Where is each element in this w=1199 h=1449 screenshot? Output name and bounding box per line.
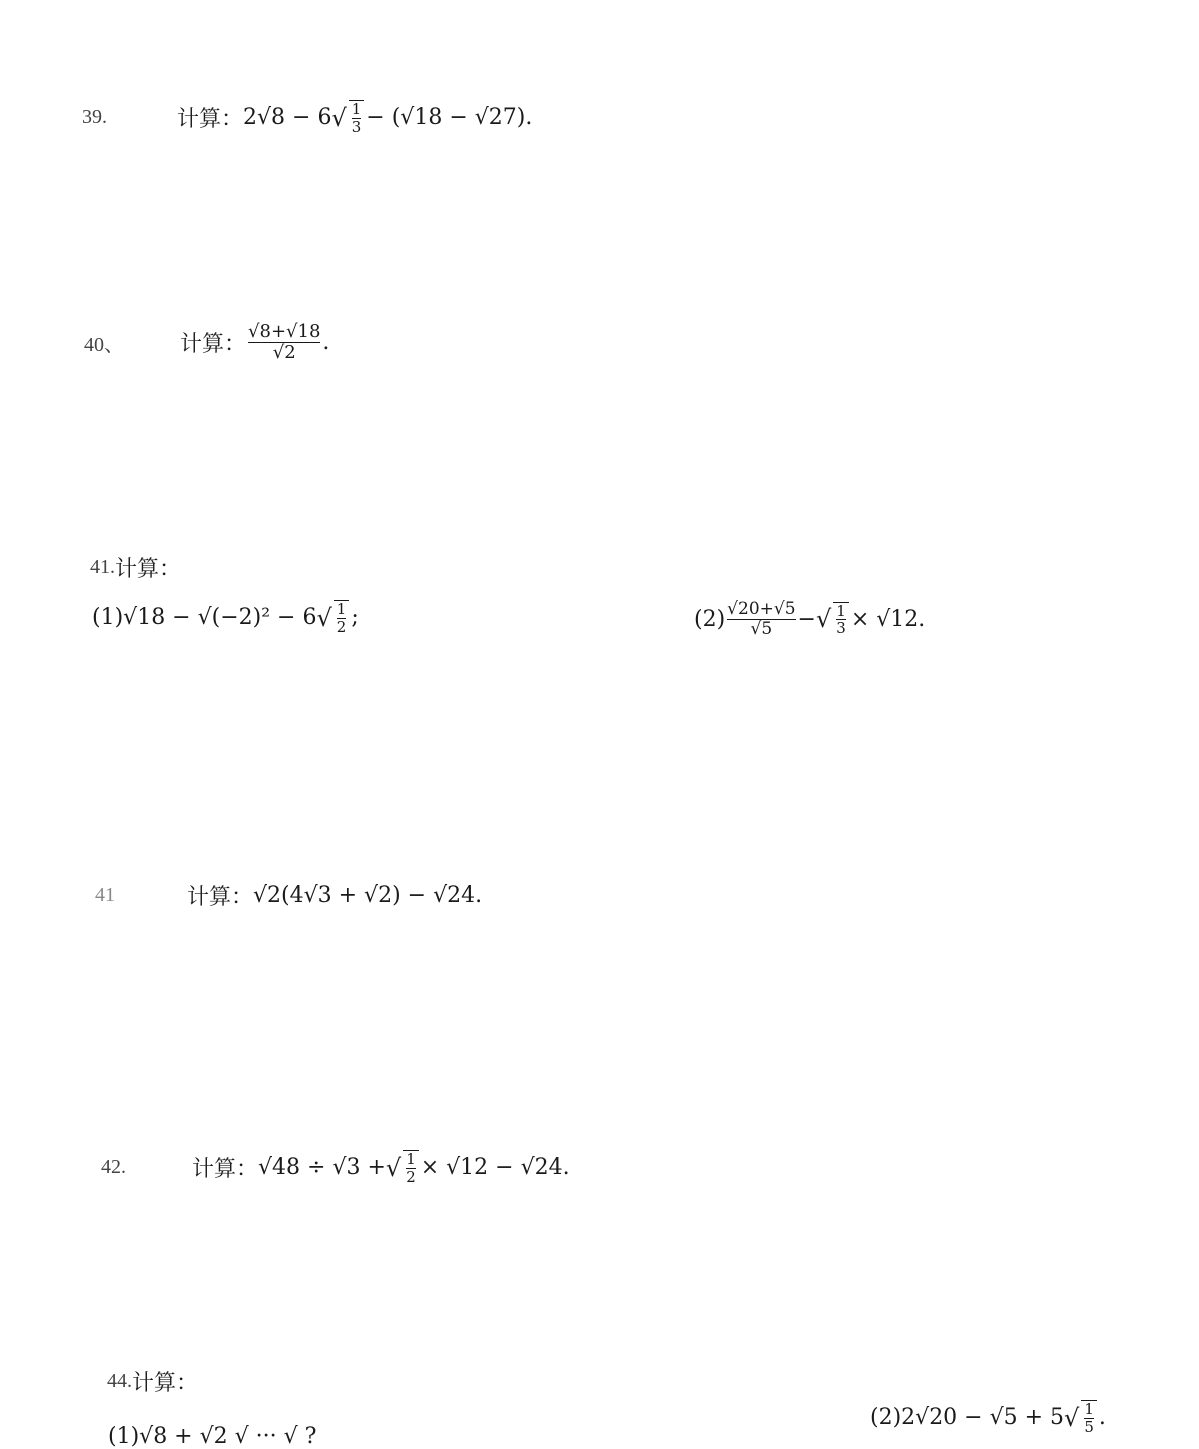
expr-part: 2√8 − 6 [243, 105, 332, 130]
fraction [403, 1150, 419, 1185]
radical-sign: √ [316, 603, 332, 632]
fraction-numerator: √8+√18 [248, 321, 321, 342]
problem-number: 44. [107, 1370, 132, 1392]
expr-part: − [797, 606, 816, 632]
radical-sign: √ [1064, 1403, 1080, 1432]
problem-number: 39. [82, 106, 107, 128]
fraction-denominator: √5 [750, 618, 773, 639]
fraction [833, 602, 849, 637]
problem-label: 计算： [192, 1157, 259, 1182]
problem-40 [84, 322, 329, 363]
fraction-denominator: 2 [336, 617, 347, 636]
part-tag: (1) [108, 1424, 140, 1449]
math-expression [694, 600, 925, 638]
expr-part: − (√18 − √27). [366, 105, 533, 130]
math-expression [246, 322, 329, 363]
fraction-numerator: 1 [1084, 1400, 1094, 1418]
problem-label: 计算： [132, 1371, 199, 1396]
math-expression [92, 600, 359, 635]
problem-41-part-1 [92, 600, 359, 635]
problem-label: 计算： [177, 107, 244, 132]
problem-number: 40、 [84, 333, 124, 356]
fraction-numerator: 1 [836, 601, 846, 620]
expr-part: √48 ÷ √3 + [258, 1155, 386, 1180]
problem-41-part-2 [694, 600, 925, 638]
expr-part: √8 + √2 √ ··· √ ? [139, 1424, 317, 1449]
problem-label: 计算： [115, 557, 182, 582]
problem-41-heading [90, 552, 181, 583]
part-tag: (2) [694, 606, 726, 632]
expr-part: ; [351, 605, 359, 630]
problem-44-part-2 [870, 1400, 1106, 1435]
fraction [248, 322, 320, 363]
fraction-denominator: 3 [836, 619, 846, 638]
radical-sign: √ [385, 1153, 402, 1182]
problem-39 [82, 100, 532, 135]
expr-part: 2√20 − √5 + 5 [901, 1405, 1065, 1430]
radical-sign: √ [331, 103, 347, 132]
expr-part: . [1098, 1405, 1106, 1430]
math-expression [108, 1424, 316, 1449]
problem-41b [95, 880, 482, 911]
part-tag: (2) [870, 1405, 902, 1430]
fraction-numerator: 1 [336, 600, 347, 618]
expr-part: × √12. [850, 606, 926, 632]
fraction-numerator: 1 [351, 100, 362, 118]
problem-number: 41. [90, 556, 115, 578]
fraction [334, 600, 350, 635]
fraction-denominator: 3 [351, 117, 362, 136]
problem-label: 计算： [180, 331, 247, 357]
part-tag: (1) [92, 605, 124, 630]
expr-part: . [322, 329, 330, 355]
fraction [1081, 1400, 1097, 1435]
fraction-denominator: 5 [1084, 1417, 1094, 1436]
expr-part: × √12 − √24. [420, 1155, 570, 1180]
fraction-denominator: √2 [272, 341, 296, 363]
math-expression [870, 1400, 1106, 1435]
expr-part: √18 − √(−2)² − 6 [123, 605, 317, 630]
math-expression [258, 1150, 570, 1185]
problem-number: 41 [95, 884, 115, 906]
fraction-numerator: 1 [406, 1150, 416, 1168]
problem-44-heading [107, 1366, 198, 1397]
fraction-denominator: 2 [406, 1167, 416, 1186]
fraction-numerator: √20+√5 [727, 599, 796, 619]
problem-label: 计算： [187, 885, 254, 910]
math-expression [243, 100, 532, 135]
problem-42 [101, 1150, 570, 1185]
problem-44-part-1 [108, 1424, 316, 1449]
radical-sign: √ [815, 605, 832, 634]
fraction [727, 600, 795, 638]
fraction [349, 100, 365, 135]
math-expression: √2(4√3 + √2) − √24. [253, 883, 483, 908]
problem-number: 42. [101, 1156, 126, 1178]
